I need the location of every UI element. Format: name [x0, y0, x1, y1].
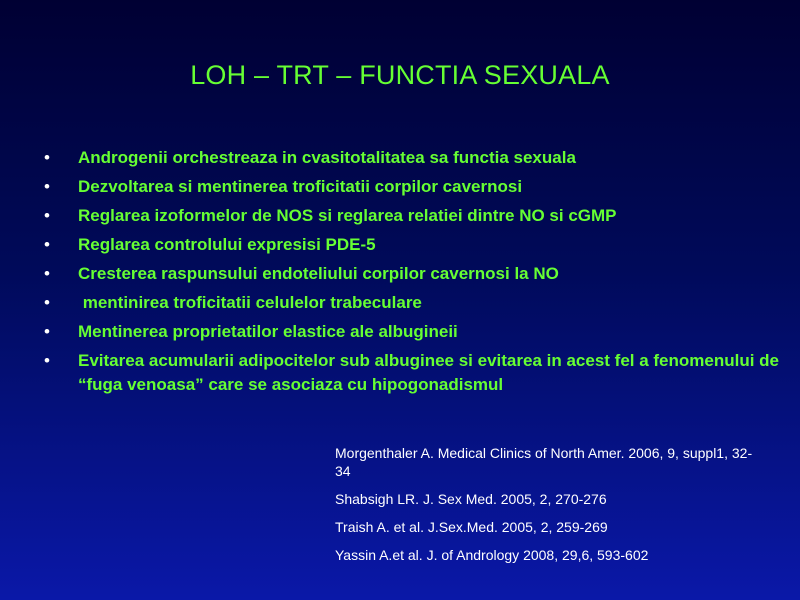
- bullet-item: [40, 349, 780, 397]
- reference-item: Shabsigh LR. J. Sex Med. 2005, 2, 270-276: [335, 491, 607, 507]
- bullet-text: Reglarea izoformelor de NOS si reglarea relatiei dintre NO si cGMP: [78, 206, 617, 225]
- bullet-item: [40, 320, 780, 344]
- bullet-list: [40, 146, 780, 402]
- bullet-text: Evitarea acumularii adipocitelor sub albuginee si evitarea in acest fel a fenomenului de “fuga venoasa” care se asociaza cu hipogonadismul: [78, 351, 780, 394]
- bullet-item: [40, 175, 780, 199]
- bullet-item: [40, 204, 780, 228]
- bullet-dot-icon: •: [44, 264, 50, 283]
- bullet-text: Cresterea raspunsului endoteliului corpilor cavernosi la NO: [78, 264, 559, 283]
- bullet-dot-icon: •: [44, 148, 50, 167]
- bullet-item: [40, 262, 780, 286]
- reference-item: Morgenthaler A. Medical Clinics of North Amer. 2006, 9, suppl1, 32-34: [335, 445, 753, 479]
- bullet-dot-icon: •: [44, 206, 50, 225]
- bullet-text: mentinirea troficitatii celulelor trabeculare: [78, 293, 422, 312]
- bullet-text: Reglarea controlului expresisi PDE-5: [78, 235, 376, 254]
- bullet-dot-icon: •: [44, 177, 50, 196]
- bullet-dot-icon: •: [44, 293, 50, 312]
- bullet-text: Dezvoltarea si mentinerea troficitatii corpilor cavernosi: [78, 177, 523, 196]
- reference-item: Yassin A.et al. J. of Andrology 2008, 29,6, 593-602: [335, 547, 649, 563]
- bullet-item: [40, 146, 780, 170]
- bullet-dot-icon: •: [44, 235, 50, 254]
- reference-item: Traish A. et al. J.Sex.Med. 2005, 2, 259-269: [335, 519, 608, 535]
- bullet-item: [40, 291, 780, 315]
- bullet-item: [40, 233, 780, 257]
- bullet-dot-icon: •: [44, 322, 50, 341]
- bullet-text: Mentinerea proprietatilor elastice ale albugineii: [78, 322, 458, 341]
- bullet-text: Androgenii orchestreaza in cvasitotalitatea sa functia sexuala: [78, 148, 576, 167]
- references: [335, 444, 755, 574]
- slide-title: LOH – TRT – FUNCTIA SEXUALA: [190, 60, 610, 90]
- bullet-dot-icon: •: [44, 351, 50, 370]
